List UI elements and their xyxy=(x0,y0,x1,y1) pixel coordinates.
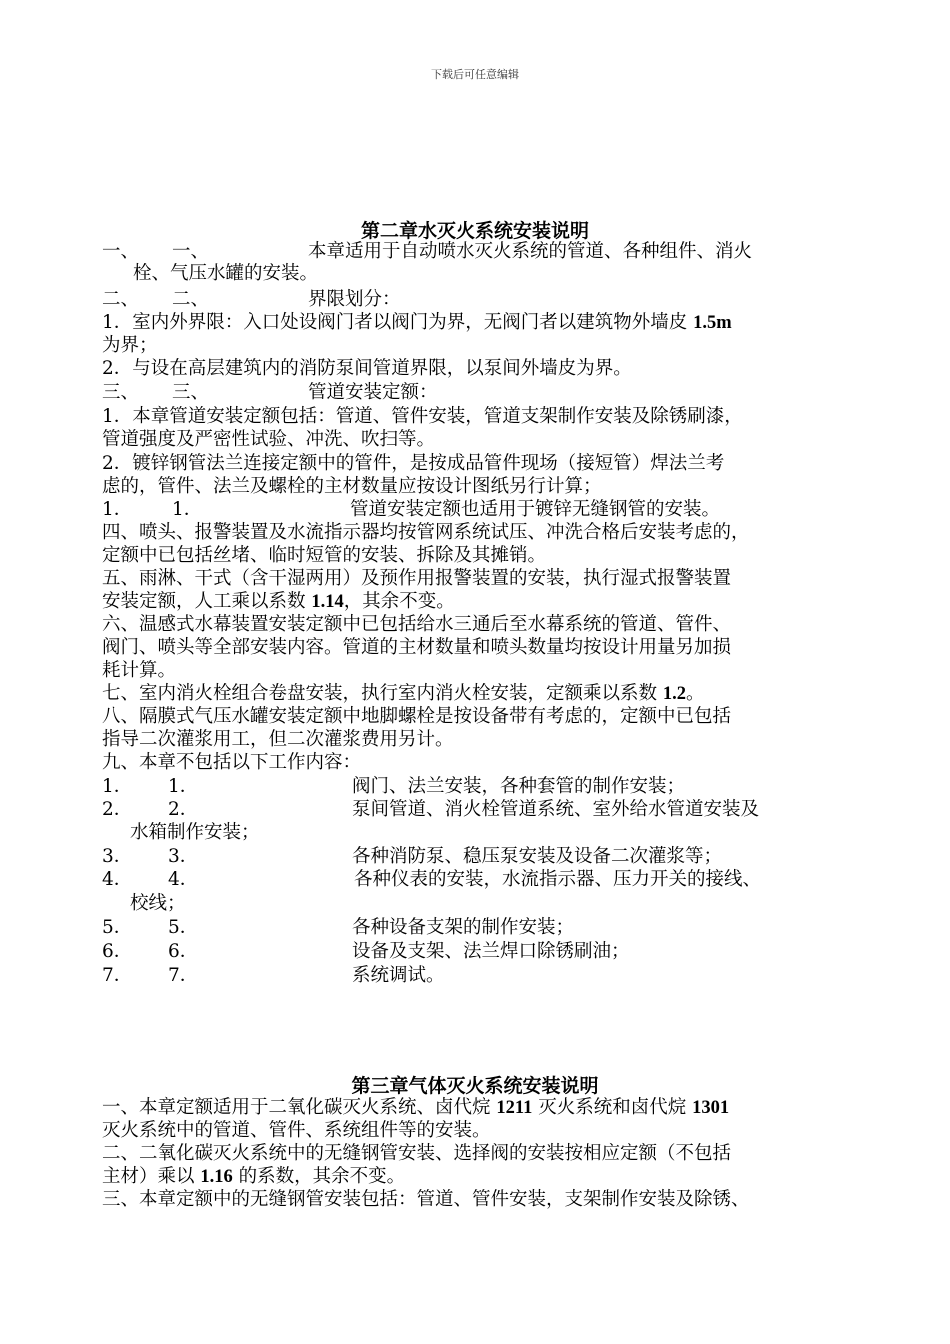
section-2-text: 界限划分： xyxy=(308,289,401,310)
paragraph-boundary-1-text: 1．室内外界限：入口处设阀门者以阀门为界，无阀门者以建筑物外墙皮 xyxy=(102,312,694,333)
paragraph-7-text: 七、室内消火栓组合卷盘安装，执行室内消火栓安装，定额乘以系数 xyxy=(102,683,663,704)
section-2-num-a: 二、 xyxy=(102,289,140,310)
section-1 xyxy=(102,241,753,263)
section-1-cont: 栓、气压水罐的安装。 xyxy=(133,263,319,284)
list-item-text: 设备及支架、法兰焊口除锈刷油； xyxy=(352,941,630,962)
paragraph-5-cont xyxy=(102,591,455,613)
paragraph-pipe-3-num-b: 1． xyxy=(172,499,203,520)
list-item xyxy=(102,776,686,798)
ch3-paragraph-1-cont: 灭火系统中的管道、管件、系统组件等的安装。 xyxy=(102,1120,491,1141)
list-item-num-a: 7． xyxy=(102,965,133,986)
paragraph-6-cont2: 耗计算。 xyxy=(102,660,177,681)
section-2 xyxy=(102,289,401,311)
section-1-num-a: 一、 xyxy=(102,241,140,262)
paragraph-4-cont: 定额中已包括丝堵、临时短管的安装、拆除及其摊销。 xyxy=(102,545,547,566)
paragraph-boundary-2: 2．与设在高层建筑内的消防泵间管道界限，以泵间外墙皮为界。 xyxy=(102,358,632,379)
paragraph-9: 九、本章不包括以下工作内容： xyxy=(102,752,362,773)
list-item-num-b: 2． xyxy=(168,799,199,820)
list-item-num-a: 4． xyxy=(102,869,133,890)
list-item-cont: 水箱制作安装； xyxy=(130,822,260,843)
list-item-num-a: 5． xyxy=(102,917,133,938)
list-item-num-b: 5． xyxy=(168,917,199,938)
paragraph-boundary-1 xyxy=(102,312,732,334)
section-2-num-b: 二、 xyxy=(172,289,210,310)
paragraph-pipe-3-text: 管道安装定额也适用于镀锌无缝钢管的安装。 xyxy=(350,499,721,520)
paragraph-6: 六、温感式水幕装置安装定额中已包括给水三通后至水幕系统的管道、管件、 xyxy=(102,614,732,635)
list-item-num-a: 1． xyxy=(102,776,133,797)
list-item-text: 泵间管道、消火栓管道系统、室外给水管道安装及 xyxy=(352,799,760,820)
list-item-num-a: 2． xyxy=(102,799,133,820)
system-number: 1301 xyxy=(692,1098,730,1118)
system-number: 1211 xyxy=(496,1098,533,1118)
list-item-num-b: 4． xyxy=(168,869,199,890)
paragraph-pipe-1-cont: 管道强度及严密性试验、冲洗、吹扫等。 xyxy=(102,429,436,450)
paragraph-8-cont: 指导二次灌浆用工，但二次灌浆费用另计。 xyxy=(102,729,454,750)
list-item-num-b: 1． xyxy=(168,776,199,797)
boundary-value: 1.5m xyxy=(693,313,732,333)
section-1-text: 本章适用于自动喷水灭火系统的管道、各种组件、消火 xyxy=(308,241,753,262)
list-item-text: 系统调试。 xyxy=(352,965,445,986)
paragraph-5-cont-end: ，其余不变。 xyxy=(343,591,455,612)
section-3-num-b: 三、 xyxy=(172,382,210,403)
section-3 xyxy=(102,382,438,404)
ch3-paragraph-2: 二、二氧化碳灭火系统中的无缝钢管安装、选择阀的安装按相应定额（不包括 xyxy=(102,1143,732,1164)
list-item xyxy=(102,965,445,987)
paragraph-8: 八、隔膜式气压水罐安装定额中地脚螺栓是按设备带有考虑的，定额中已包括 xyxy=(102,706,732,727)
list-item-text: 各种设备支架的制作安装； xyxy=(352,917,575,938)
list-item-num-a: 3． xyxy=(102,846,133,867)
coefficient-value: 1.16 xyxy=(200,1167,233,1187)
list-item xyxy=(102,799,760,821)
list-item-num-b: 3． xyxy=(168,846,199,867)
paragraph-7-end: 。 xyxy=(686,683,705,704)
page-header: 下载后可任意编辑 xyxy=(431,68,519,81)
paragraph-5-cont-text: 安装定额，人工乘以系数 xyxy=(102,591,312,612)
ch3-paragraph-3: 三、本章定额中的无缝钢管安装包括：管道、管件安装，支架制作安装及除锈、 xyxy=(102,1189,750,1210)
list-item-num-b: 6． xyxy=(168,941,199,962)
list-item-text: 各种消防泵、稳压泵安装及设备二次灌浆等； xyxy=(352,846,723,867)
list-item-num-a: 6． xyxy=(102,941,133,962)
paragraph-boundary-1-cont: 为界； xyxy=(102,335,158,356)
paragraph-pipe-2: 2．镀锌钢管法兰连接定额中的管件，是按成品管件现场（接短管）焊法兰考 xyxy=(102,453,725,474)
ch3-paragraph-2-cont xyxy=(102,1166,405,1188)
paragraph-4: 四、喷头、报警装置及水流指示器均按管网系统试压、冲洗合格后安装考虑的， xyxy=(102,522,750,543)
ch3-paragraph-1-mid: 灭火系统和卤代烷 xyxy=(532,1097,693,1118)
section-1-num-b: 一、 xyxy=(172,241,210,262)
ch3-paragraph-2-cont-text: 主材）乘以 xyxy=(102,1166,201,1187)
list-item xyxy=(102,917,575,939)
section-3-num-a: 三、 xyxy=(102,382,140,403)
paragraph-pipe-3-num-a: 1． xyxy=(102,499,133,520)
ch3-paragraph-1 xyxy=(102,1097,729,1119)
list-item xyxy=(102,941,630,963)
ch3-paragraph-2-cont-end: 的系数，其余不变。 xyxy=(232,1166,406,1187)
list-item-text: 阀门、法兰安装，各种套管的制作安装； xyxy=(352,776,686,797)
chapter3-title: 第三章气体灭火系统安装说明 xyxy=(351,1075,599,1097)
list-item xyxy=(102,846,723,868)
paragraph-7 xyxy=(102,683,705,705)
paragraph-pipe-1: 1．本章管道安装定额包括：管道、管件安装，管道支架制作安装及除锈刷漆， xyxy=(102,406,743,427)
coefficient-value: 1.2 xyxy=(662,684,687,704)
ch3-paragraph-1-text: 一、本章定额适用于二氧化碳灭火系统、卤代烷 xyxy=(102,1097,497,1118)
list-item-text: 各种仪表的安装，水流指示器、压力开关的接线、 xyxy=(354,869,762,890)
paragraph-pipe-2-cont: 虑的，管件、法兰及螺栓的主材数量应按设计图纸另行计算； xyxy=(102,476,602,497)
list-item-cont: 校线； xyxy=(130,893,186,914)
coefficient-value: 1.14 xyxy=(311,592,344,612)
paragraph-5: 五、雨淋、干式（含干湿两用）及预作用报警装置的安装，执行湿式报警装置 xyxy=(102,568,732,589)
section-3-text: 管道安装定额： xyxy=(308,382,438,403)
list-item-num-b: 7． xyxy=(168,965,199,986)
list-item xyxy=(102,869,762,891)
paragraph-pipe-3 xyxy=(102,499,721,521)
chapter2-title: 第二章水灭火系统安装说明 xyxy=(360,220,589,242)
paragraph-6-cont: 阀门、喷头等全部安装内容。管道的主材数量和喷头数量均按设计用量另加损 xyxy=(102,637,732,658)
